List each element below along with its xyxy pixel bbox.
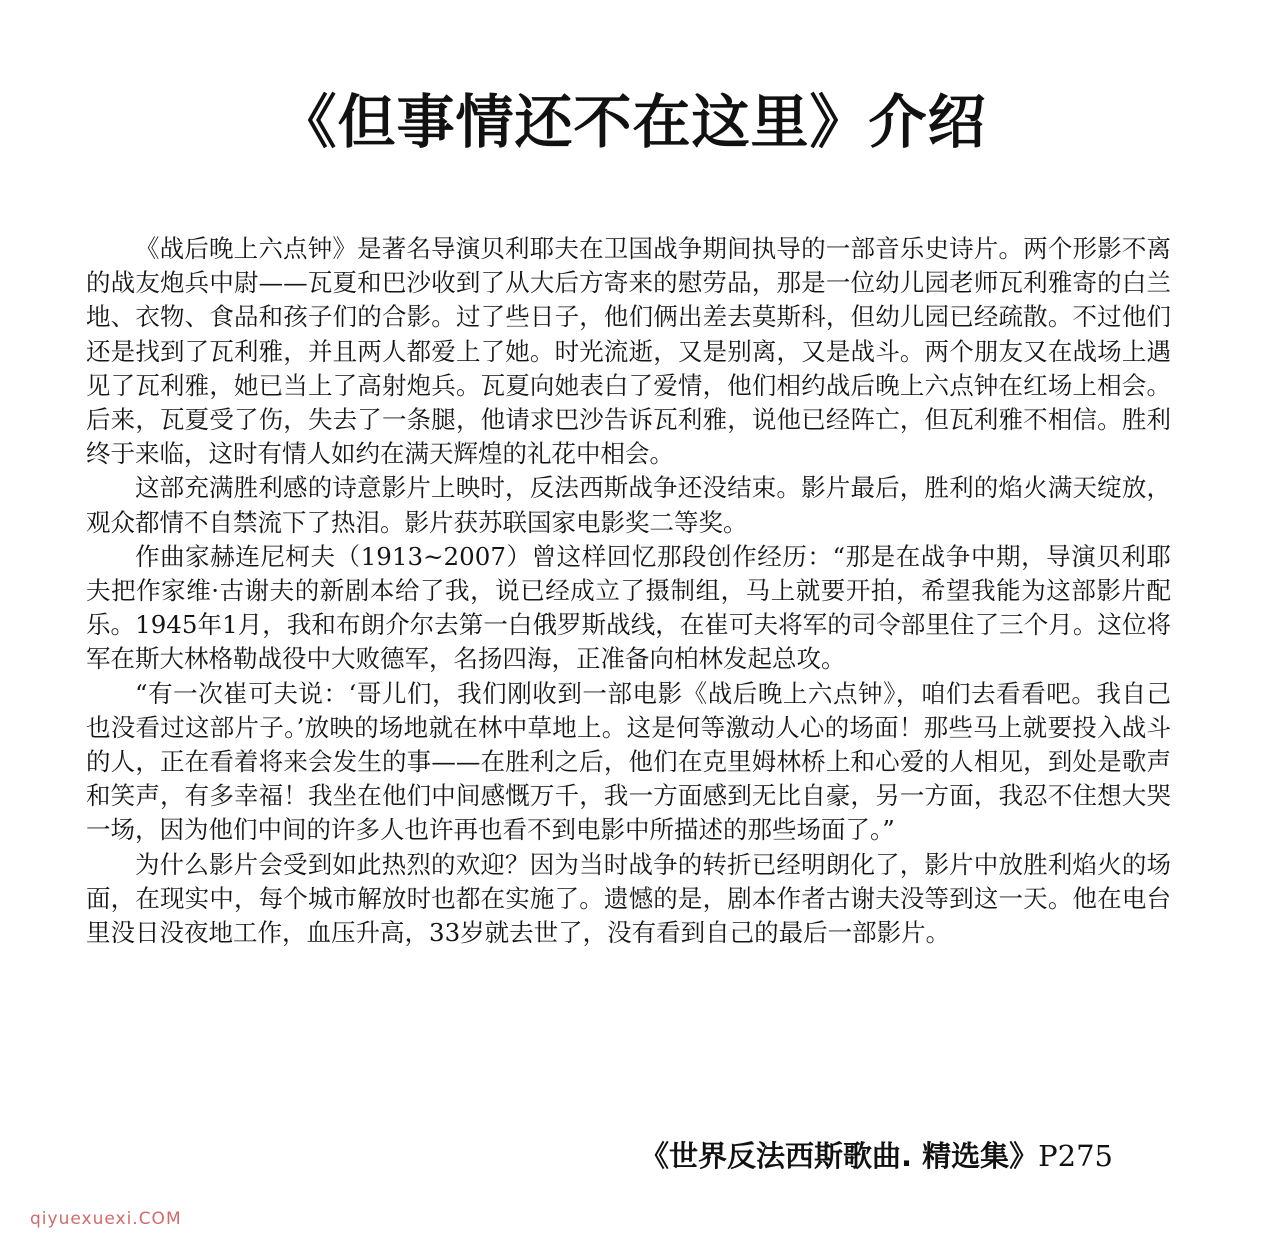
paragraph-5: 为什么影片会受到如此热烈的欢迎？因为当时战争的转折已经明朗化了，影片中放胜利焰火的场面，在现实中，每个城市解放时也都在实施了。遗憾的是，剧本作者古谢夫没等到这一天。他在电台里没日没夜地工作，血压升高，33岁就去世了，没有看到自己的最后一部影片。	[86, 849, 1171, 948]
paragraph-1: 《战后晚上六点钟》是著名导演贝利耶夫在卫国战争期间执导的一部音乐史诗片。两个形影不离的战友炮兵中尉——瓦夏和巴沙收到了从大后方寄来的慰劳品，那是一位幼儿园老师瓦利雅寄的白兰地、衣物、食品和孩子们的合影。过了些日子，他们俩出差去莫斯科，但幼儿园已经疏散。不过他们还是找到了瓦利雅，并且两人都爱上了她。时光流逝，又是别离，又是战斗。两个朋友又在战场上遇见了瓦利雅，她已当上了高射炮兵。瓦夏向她表白了爱情，他们相约战后晚上六点钟在红场上相会。后来，瓦夏受了伤，失去了一条腿，他请求巴沙告诉瓦利雅，说他已经阵亡，但瓦利雅不相信。胜利终于来临，这时有情人如约在满天辉煌的礼花中相会。	[86, 234, 1171, 469]
article-body	[86, 232, 1171, 950]
paragraph-4: “有一次崔可夫说：‘哥儿们，我们刚收到一部电影《战后晚上六点钟》，咱们去看看吧。我自己也没看过这部片子。’放映的场地就在林中草地上。这是何等激动人心的场面！那些马上就要投入战斗的人，正在看着将来会发生的事——在胜利之后，他们在克里姆林桥上和心爱的人相见，到处是歌声和笑声，有多幸福！我坐在他们中间感慨万千，我一方面感到无比自豪，另一方面，我忍不住想大哭一场，因为他们中间的许多人也许再也看不到电影中所描述的那些场面了。”	[86, 678, 1171, 845]
paragraph-2: 这部充满胜利感的诗意影片上映时，反法西斯战争还没结束。影片最后，胜利的焰火满天绽放，观众都情不自禁流下了热泪。影片获苏联国家电影奖二等奖。	[86, 473, 1171, 537]
source-page-number: P275	[1038, 1139, 1113, 1173]
page-title: 《但事情还不在这里》介绍	[278, 88, 987, 156]
paragraph-3: 作曲家赫连尼柯夫（1913~2007）曾这样回忆那段创作经历：“那是在战争中期，导演贝利耶夫把作家维·古谢夫的新剧本给了我，说已经成立了摄制组，马上就要开拍，希望我能为这部影片配乐。1945年1月，我和布朗介尔去第一白俄罗斯战线，在崔可夫将军的司令部里住了三个月。这位将军在斯大林格勒战役中大败德军，名扬四海，正准备向柏林发起总攻。	[86, 541, 1171, 674]
source-citation	[640, 1136, 1113, 1176]
site-watermark: qiyuexuexi.COM	[30, 1209, 182, 1229]
source-book-title: 《世界反法西斯歌曲. 精选集》	[640, 1139, 1039, 1173]
